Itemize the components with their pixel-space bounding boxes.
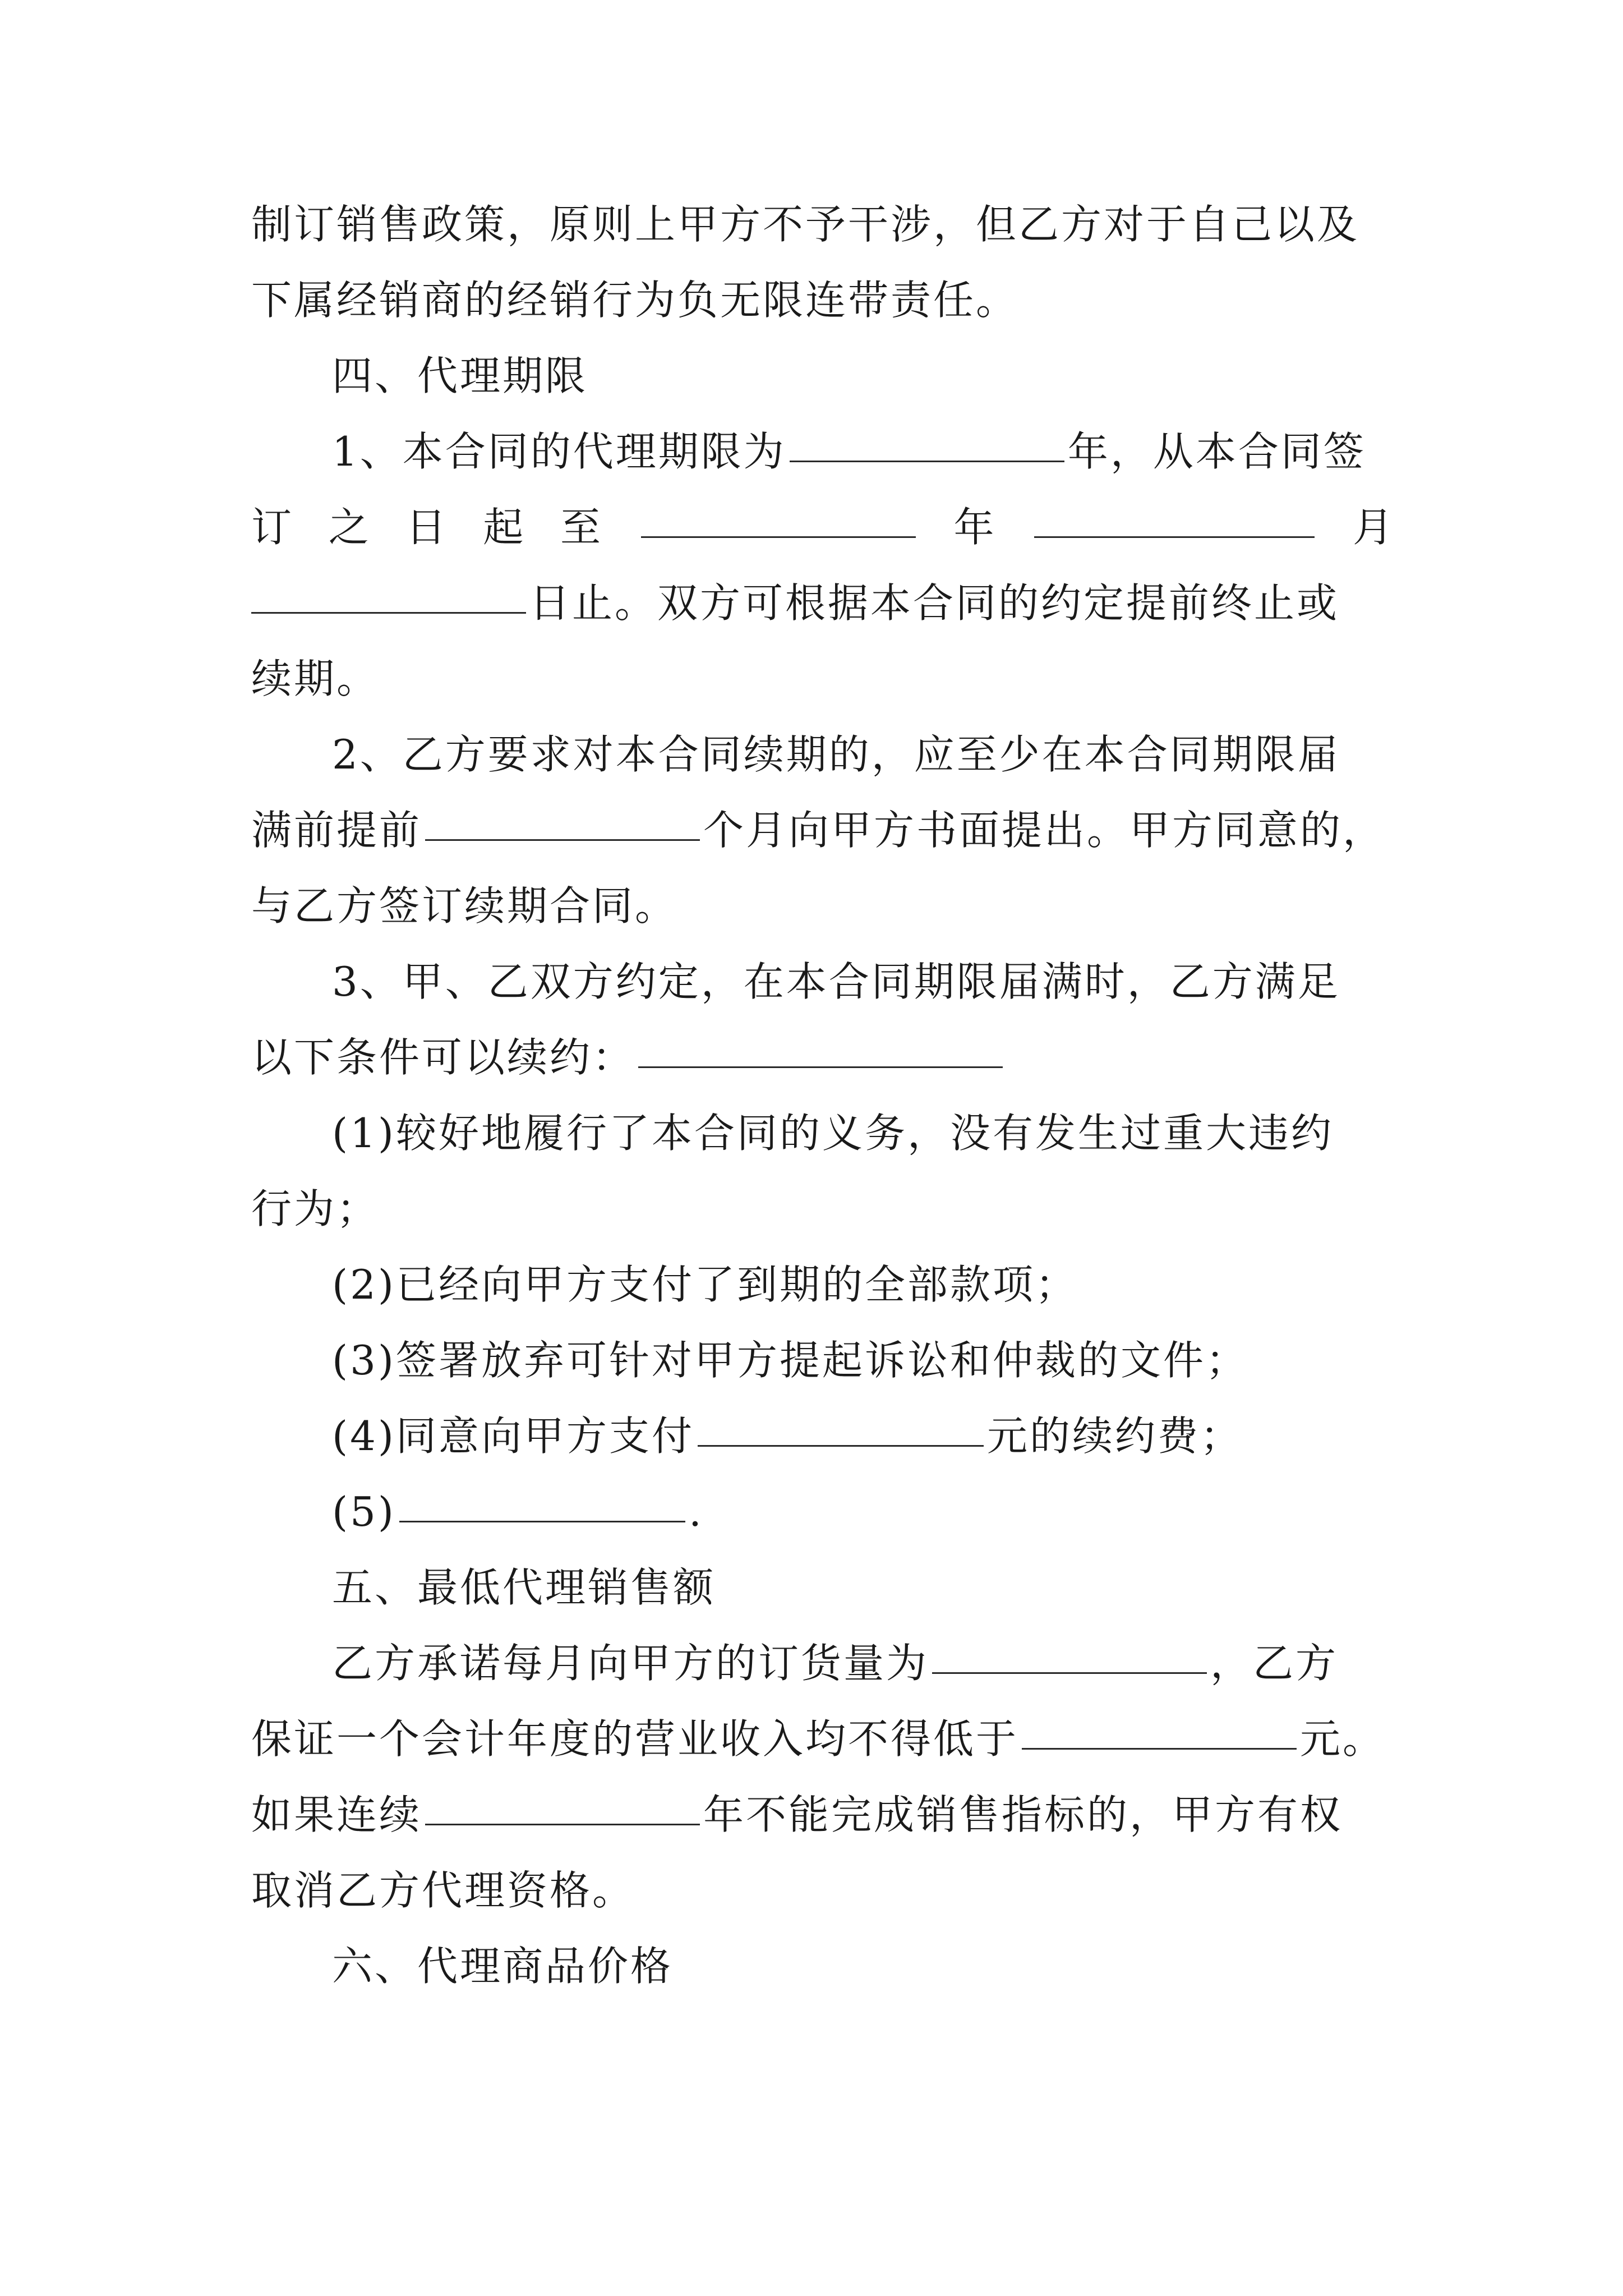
list-item-condition-3: [332, 1329, 1395, 1391]
paragraph-line: [251, 1784, 1395, 1846]
section-heading-5: [332, 1557, 1395, 1618]
fill-in-blank-monthly-order[interactable]: [932, 1672, 1207, 1674]
text: 保证一个会计年度的营业收入均不得低于: [251, 1715, 1019, 1763]
text-char: 年: [953, 504, 997, 551]
fill-in-blank-end-day[interactable]: [251, 612, 526, 614]
fill-in-blank-term-years[interactable]: [790, 461, 1064, 462]
list-item-condition-2: [332, 1254, 1395, 1315]
fill-in-blank-end-month[interactable]: [1034, 536, 1315, 538]
paragraph-line: [251, 875, 1395, 937]
text: 续期。: [251, 655, 380, 702]
fill-in-blank-min-revenue[interactable]: [1022, 1748, 1297, 1750]
paragraph-line: [251, 1027, 1395, 1088]
text: 3、甲、乙双方约定，在本合同期限届满时，乙方满足: [332, 958, 1340, 1005]
text: 2、乙方要求对本合同续期的，应至少在本合同期限届: [332, 731, 1340, 778]
text: 取消乙方代理资格。: [251, 1867, 635, 1914]
paragraph-line: [332, 421, 1395, 482]
list-item-condition-5: [332, 1481, 1395, 1543]
text-char: 至: [560, 504, 603, 551]
heading-text: 六、代理商品价格: [332, 1943, 674, 1990]
paragraph-line: [332, 951, 1395, 1013]
text: 年，从本合同签: [1067, 428, 1366, 475]
section-heading-4: [332, 345, 1395, 407]
fill-in-blank-condition-5[interactable]: [399, 1521, 685, 1522]
text: 年不能完成销售指标的，甲方有权: [703, 1791, 1343, 1838]
list-item-condition-1: [332, 1102, 1395, 1164]
text: 以下条件可以续约：: [251, 1034, 635, 1081]
text: (1)较好地履行了本合同的义务，没有发生过重大违约: [332, 1110, 1334, 1157]
text-char: 起: [483, 504, 526, 551]
text: .: [689, 1488, 704, 1535]
text: 制订销售政策，原则上甲方不予干涉，但乙方对于自己以及: [251, 201, 1360, 248]
text: 如果连续: [251, 1791, 422, 1838]
text: (4)同意向甲方支付: [332, 1412, 694, 1460]
paragraph-line: [251, 648, 1395, 710]
text: 与乙方签订续期合同。: [251, 882, 678, 930]
text-char: 订: [251, 504, 294, 551]
text: 行为；: [251, 1185, 380, 1232]
paragraph-line: [251, 269, 1395, 331]
paragraph-line: [332, 724, 1395, 785]
paragraph-line: [251, 799, 1395, 861]
text: 乙方承诺每月向甲方的订货量为: [332, 1640, 929, 1687]
text: 日止。双方可根据本合同的约定提前终止或: [529, 579, 1340, 627]
text: ，乙方: [1210, 1640, 1339, 1687]
heading-text: 五、最低代理销售额: [332, 1564, 716, 1611]
paragraph-line: [251, 194, 1395, 255]
paragraph-line: [251, 1860, 1395, 1921]
paragraph-line: [251, 572, 1395, 634]
text: 满前提前: [251, 807, 422, 854]
text: 1、本合同的代理期限为: [332, 428, 786, 475]
list-item-condition-4: [332, 1405, 1395, 1467]
text-char: 月: [1352, 504, 1395, 551]
fill-in-blank-renewal-fee[interactable]: [698, 1445, 984, 1447]
text: (2)已经向甲方支付了到期的全部款项；: [332, 1261, 1078, 1308]
paragraph-line-justified: [251, 496, 1395, 558]
text: (3)签署放弃可针对甲方提起诉讼和仲裁的文件；: [332, 1337, 1248, 1384]
text-char: 之: [328, 504, 371, 551]
paragraph-line: [332, 1632, 1395, 1694]
list-item-condition-1-cont: [251, 1178, 1395, 1240]
text: 元。: [1300, 1715, 1386, 1763]
text: 下属经销商的经销行为负无限连带责任。: [251, 277, 1019, 324]
fill-in-blank-consecutive-years[interactable]: [425, 1824, 700, 1825]
paragraph-line: [251, 1708, 1395, 1770]
section-heading-6: [332, 1935, 1395, 1997]
text: 元的续约费；: [987, 1412, 1243, 1460]
text-char: 日: [405, 504, 449, 551]
heading-text: 四、代理期限: [332, 352, 588, 399]
fill-in-blank-end-year[interactable]: [641, 536, 916, 538]
text: 个月向甲方书面提出。甲方同意的，: [703, 807, 1386, 854]
text: (5): [332, 1488, 396, 1535]
fill-in-blank-notice-months[interactable]: [425, 839, 700, 841]
fill-in-blank-renewal-conditions[interactable]: [638, 1066, 1003, 1068]
